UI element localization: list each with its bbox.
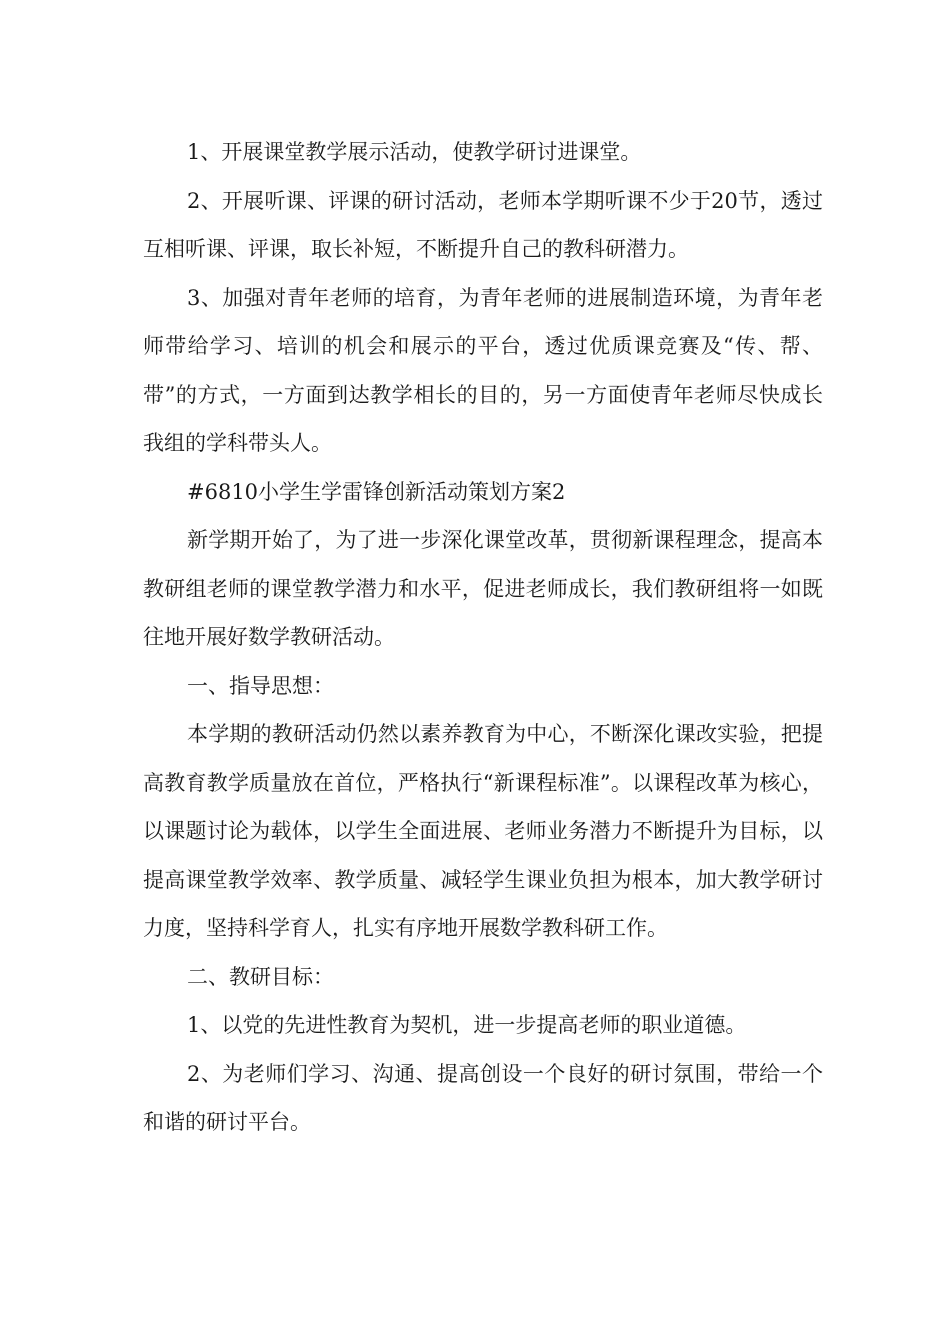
paragraph-goal-2: 2、为老师们学习、沟通、提高创设一个良好的研讨氛围，带给一个和谐的研讨平台。 [143, 1061, 823, 1134]
section-heading-goals: 二、教研目标： [187, 964, 334, 989]
paragraph-guiding-thought: 本学期的教研活动仍然以素养教育为中心，不断深化课改实验，把提高教育教学质量放在首位，严格执行“新课程标准”。以课程改革为核心，以课题讨论为载体，以学生全面进展、老师业务潜力不断提升为目标，以提高课堂教学效率、教学质量、减轻学生课业负担为根本，加大教学研讨力度，坚持科学育人，扎实有序地开展数学教科研工作。 [143, 722, 823, 940]
paragraph-activity-3: 3、加强对青年老师的培育，为青年老师的进展制造环境，为青年老师带给学习、培训的机会和展示的平台，透过优质课竞赛及“传、帮、带”的方式，一方面到达教学相长的目的，另一方面使青年老师尽快成长我组的学科带头人。 [143, 285, 823, 455]
section-heading-guiding-thought: 一、指导思想： [187, 673, 334, 698]
plan-title: #6810小学生学雷锋创新活动策划方案2 [187, 479, 566, 504]
paragraph-goal-1: 1、以党的先进性教育为契机，进一步提高老师的职业道德。 [187, 1013, 747, 1037]
paragraph-intro: 新学期开始了，为了进一步深化课堂改革，贯彻新课程理念，提高本教研组老师的课堂教学潜力和水平，促进老师成长，我们教研组将一如既往地开展好数学教研活动。 [143, 528, 823, 649]
document-body [143, 128, 823, 1147]
paragraph-activity-1: 1、开展课堂教学展示活动，使教学研讨进课堂。 [187, 140, 642, 164]
paragraph-activity-2: 2、开展听课、评课的研讨活动，老师本学期听课不少于20节，透过互相听课、评课，取长补短，不断提升自己的教科研潜力。 [143, 188, 823, 261]
